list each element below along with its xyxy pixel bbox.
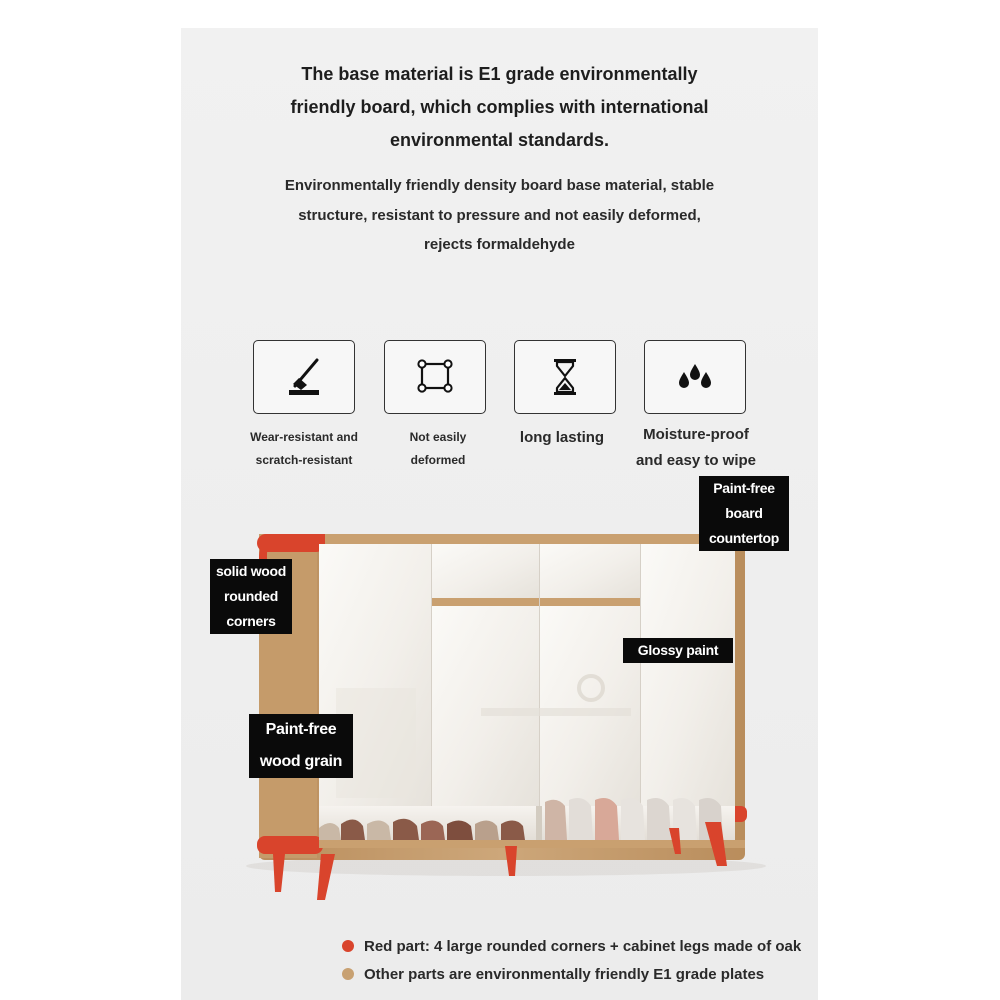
cabinet-drawer-2: [540, 544, 640, 598]
product-detail-panel: [181, 28, 818, 1000]
callout-paint-free-countertop: Paint-free board countertop: [699, 476, 789, 551]
cabinet-door-3: [540, 606, 640, 806]
bottom-left-red-corner: [257, 836, 323, 854]
feature-label-wear-resistant: Wear-resistant and scratch-resistant: [250, 430, 358, 467]
feature-label-long-lasting: long lasting: [519, 429, 605, 446]
top-left-red-corner-cap: [257, 534, 325, 552]
headline: The base material is E1 grade environmentally friendly board, which complies with international environmental standards.: [290, 64, 709, 150]
legend-red-part: Red part: 4 large rounded corners + cabinet legs made of oak: [342, 938, 801, 955]
feature-label-not-deformed: Not easily deformed: [409, 430, 467, 467]
legend-other-parts: Other parts are environmentally friendly E1 grade plates: [342, 966, 764, 983]
callout-paint-free-wood-grain: Paint-free wood grain: [249, 714, 353, 778]
feature-label-moisture-proof: Moisture-proof and easy to wipe: [635, 426, 757, 469]
handle-strip: [432, 598, 640, 606]
cabinet-leg-1: [273, 854, 285, 892]
red-dot-icon: [342, 940, 354, 952]
cabinet-drawer-1: [432, 544, 539, 598]
cabinet-countertop: [259, 534, 745, 544]
callout-solid-wood-corners: solid wood rounded corners: [210, 559, 292, 634]
cabinet-door-2: [432, 606, 539, 806]
cabinet-door-4: [641, 544, 735, 806]
subheadline: Environmentally friendly density board base material, stable structure, resistant to pressure and not easily deformed, rejects formaldehyde: [284, 177, 715, 253]
wood-dot-icon: [342, 968, 354, 980]
callout-glossy-paint: Glossy paint: [623, 638, 733, 663]
